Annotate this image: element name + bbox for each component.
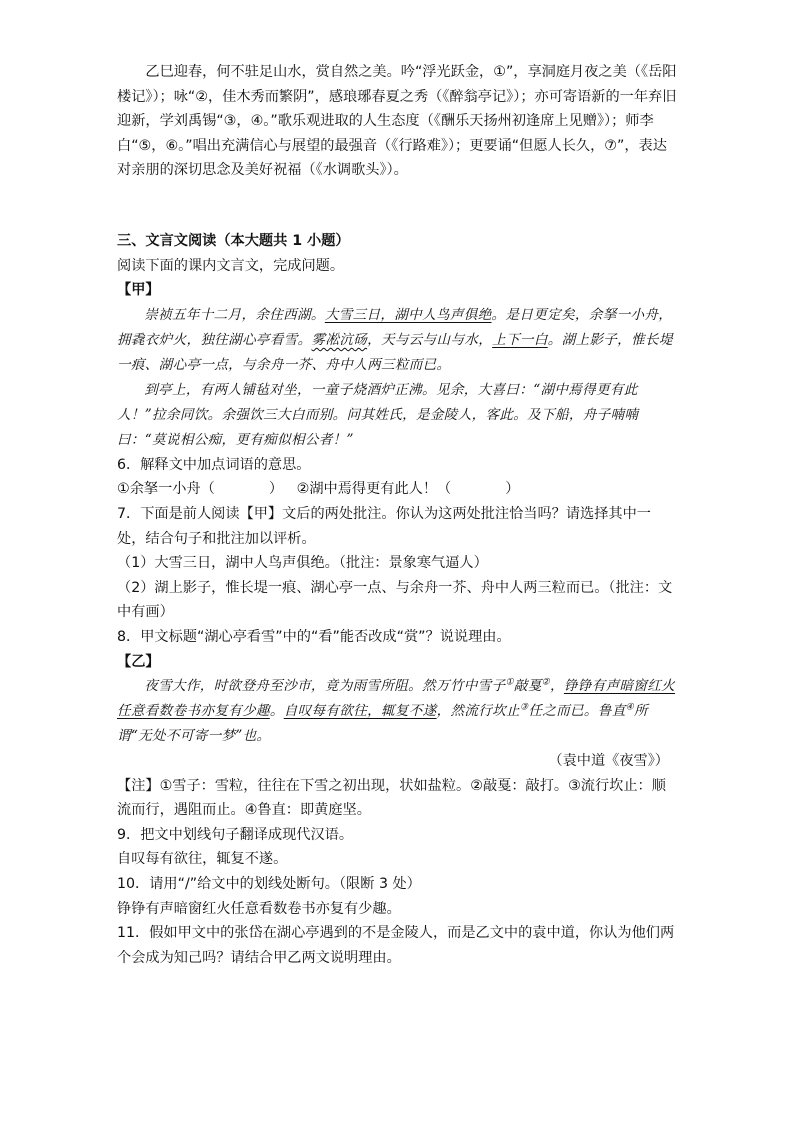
section-title: 三、文言文阅读（本大题共 1 小题） — [117, 232, 350, 249]
passage-jia-paragraph-1: 崇祯五年十二月，余住西湖。大雪三日，湖中人鸟声俱绝。是日更定矣，余拏一小舟，拥毳衣炉火，独往湖心亭看雪。雾凇沆砀，天与云与山与水，上下一白。湖上影子，惟长堤一痕、湖心亭一点，与余舟一芥、舟中人两三粒而已。 — [117, 306, 673, 373]
jia-underline-1: 大雪三日，湖中人鸟声俱绝 — [324, 306, 492, 323]
question-8: 8．甲文标题“湖心亭看雪”中的“看”能否改成“赏”？说说理由。 — [117, 628, 511, 645]
poem-fill-paragraph: 乙巳迎春，何不驻足山水，赏自然之美。吟“浮光跃金，①”，享洞庭月夜之美（《岳阳楼记》）；咏“②，佳木秀而繁阴”，感琅琊春夏之秀（《醉翁亭记》）；亦可寄语新的一年弃旧迎新，学刘禹锡“③，④。”歌乐观进取的人生态度（《酬乐天扬州初逢席上见赠》）；师李白“⑤，⑥。”唱出充满信心与展望的最强音（《行路难》）；更要诵“但愿人长久，⑦”，表达对亲朋的深切思念及美好祝福（《水调歌头》）。 — [117, 64, 677, 179]
question-10-stem: 10．请用“/”给文中的划线处断句。（限断 3 处） — [117, 876, 421, 893]
yi-underline-1: 铮铮有声暗窗红火任意看数卷书亦复有少趣 — [117, 678, 676, 720]
yi-underline-2: 自叹每有欲往，辄复不遂 — [283, 703, 437, 720]
jia-wavy-underline: 雾凇沆砀 — [311, 331, 368, 348]
question-9-sentence: 自叹每有欲往，辄复不遂。 — [117, 851, 288, 868]
question-6-stem: 6．解释文中加点词语的意思。 — [117, 456, 311, 473]
passage-jia-paragraph-2: 到亭上，有两人铺毡对坐，一童子烧酒炉正沸。见余，大喜曰：“湖中焉得更有此人！”拉余同饮。余强饮三大白而别。问其姓氏，是金陵人，客此。及下船，舟子喃喃曰：“莫说相公痴，更有痴似相公者！” — [117, 381, 639, 448]
question-7-note-1: （1）大雪三日，湖中人鸟声俱绝。（批注：景象寒气逼人） — [117, 555, 488, 572]
question-7-note-2: （2）湖上影子，惟长堤一痕、湖心亭一点、与余舟一芥、舟中人两三粒而已。（批注：文中有画） — [117, 579, 673, 621]
question-11: 11．假如甲文中的张岱在湖心亭遇到的不是金陵人，而是乙文中的袁中道，你认为他们两个会成为知己吗？请结合甲乙两文说明理由。 — [117, 925, 675, 966]
annotation-note: 【注】①雪子：雪粒，往往在下雪之初出现，状如盐粒。②敲戛：敲打。③流行坎止：顺流而行，遇阻而止。④鲁直：即黄庭坚。 — [117, 777, 666, 819]
question-10-sentence: 铮铮有声暗窗红火任意看数卷书亦复有少趣。 — [117, 900, 401, 917]
question-9-stem: 9．把文中划线句子翻译成现代汉语。 — [117, 826, 354, 843]
question-6-items: ①余拏一小舟（ ） ②湖中焉得更有此人！（ ） — [117, 481, 520, 498]
passage-jia-label: 【甲】 — [117, 282, 160, 299]
document-page — [117, 60, 677, 970]
reading-intro: 阅读下面的课内文言文，完成问题。 — [117, 257, 345, 274]
question-7-stem: 7．下面是前人阅读【甲】文后的两处批注。你认为这两处批注恰当吗？请选择其中一处，结合句子和批注加以评析。 — [117, 505, 651, 547]
passage-yi-source: （袁中道《夜雪》） — [548, 753, 669, 770]
passage-yi-paragraph: 夜雪大作，时欲登舟至沙市，竟为雨雪所阻。然万竹中雪子①敲戛②，铮铮有声暗窗红火任意看数卷书亦复有少趣。自叹每有欲往，辄复不遂，然流行坎止③任之而已。鲁直④所谓“无处不可寄一梦”也。 — [117, 677, 676, 745]
jia-underline-2: 上下一白 — [492, 331, 548, 348]
passage-yi-label: 【乙】 — [117, 653, 160, 670]
